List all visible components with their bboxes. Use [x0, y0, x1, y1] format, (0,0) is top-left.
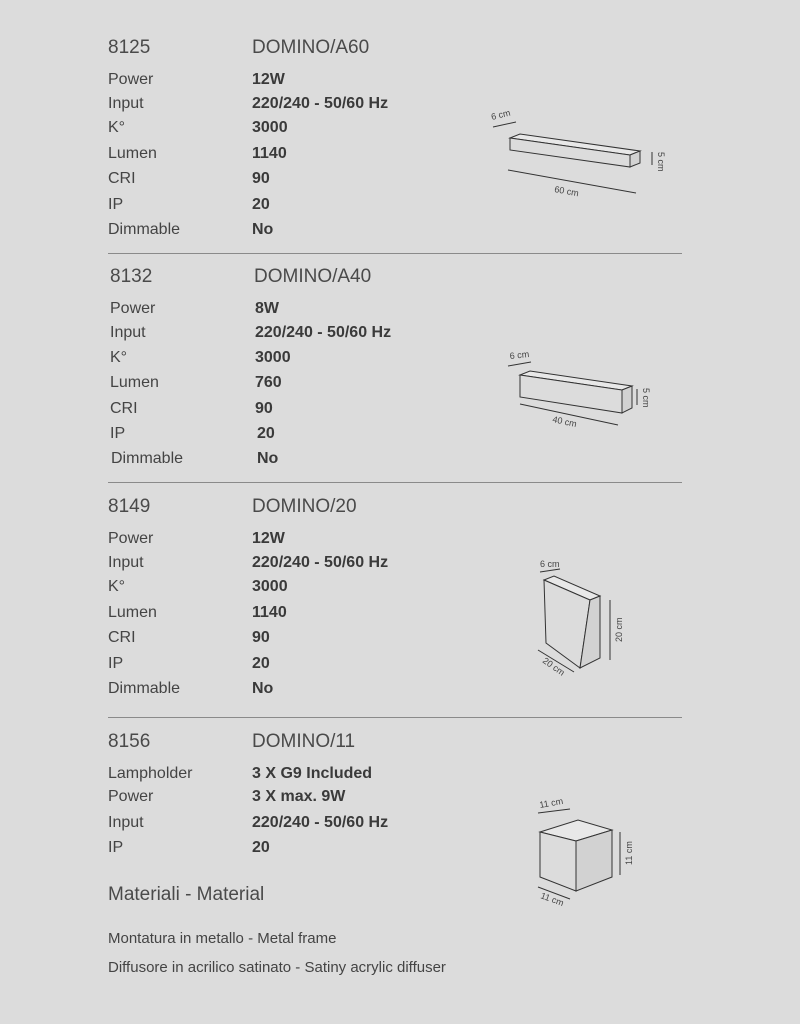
spec-value-power: 12W [252, 71, 285, 88]
spec-value-input: 220/240 - 50/60 Hz [255, 324, 392, 341]
spec-value-kelvin: 3000 [255, 349, 291, 366]
spec-label-input: Input [108, 95, 144, 112]
dim-width-label: 11 cm [539, 890, 566, 909]
spec-value-kelvin: 3000 [252, 578, 288, 595]
product-code: 8149 [108, 496, 151, 517]
dim-depth-label: 6 cm [540, 559, 560, 569]
spec-label-ip: IP [108, 839, 124, 856]
spec-label-lumen: Lumen [108, 604, 157, 621]
spec-label-dimmable: Dimmable [111, 450, 184, 467]
product-model: DOMINO/20 [252, 496, 357, 517]
spec-label-input: Input [108, 814, 144, 831]
spec-value-lumen: 1140 [252, 604, 287, 621]
dim-height-label: 5 cm [656, 152, 666, 172]
material-diffuser: Diffusore in acrilico satinato - Satiny acrylic diffuser [108, 959, 446, 976]
spec-label-ip: IP [110, 425, 126, 442]
dim-depth-label: 6 cm [509, 349, 530, 361]
spec-value-power: 3 X max. 9W [252, 788, 346, 805]
spec-value-input: 220/240 - 50/60 Hz [252, 814, 389, 831]
dim-length-label: 60 cm [553, 184, 580, 199]
spec-value-cri: 90 [252, 629, 270, 646]
spec-value-dimmable: No [252, 221, 274, 238]
dim-depth-label: 6 cm [490, 107, 512, 122]
spec-label-ip: IP [108, 655, 124, 672]
spec-label-input: Input [108, 554, 144, 571]
dim-height-label: 20 cm [614, 617, 624, 642]
spec-label-kelvin: K° [110, 349, 128, 366]
material-frame: Montatura in metallo - Metal frame [108, 930, 337, 947]
product-code: 8156 [108, 731, 151, 752]
dim-length-label: 40 cm [551, 414, 578, 430]
product-code: 8125 [108, 37, 151, 58]
section-divider [108, 717, 682, 718]
spec-value-lumen: 760 [255, 374, 282, 391]
spec-label-dimmable: Dimmable [108, 680, 181, 697]
spec-value-ip: 20 [252, 196, 270, 213]
dim-height-label: 11 cm [624, 841, 634, 865]
spec-value-power: 12W [252, 530, 285, 547]
spec-label-cri: CRI [108, 629, 136, 646]
spec-label-power: Power [108, 530, 154, 547]
spec-value-dimmable: No [257, 450, 279, 467]
spec-label-power: Power [108, 788, 154, 805]
spec-value-ip: 20 [252, 655, 270, 672]
product-model: DOMINO/A40 [254, 266, 372, 287]
spec-label-kelvin: K° [108, 578, 126, 595]
spec-label-lampholder: Lampholder [108, 765, 193, 782]
spec-value-cri: 90 [255, 400, 273, 417]
dim-depth-label: 11 cm [538, 795, 564, 810]
spec-value-ip: 20 [252, 839, 270, 856]
spec-value-dimmable: No [252, 680, 274, 697]
dimension-drawing-cube-11 [520, 795, 650, 915]
section-divider [108, 482, 682, 483]
spec-label-dimmable: Dimmable [108, 221, 181, 238]
spec-value-kelvin: 3000 [252, 119, 288, 136]
spec-value-ip: 20 [257, 425, 275, 442]
spec-value-cri: 90 [252, 170, 270, 187]
dimension-drawing-bar-60 [480, 100, 680, 210]
product-model: DOMINO/A60 [252, 37, 370, 58]
spec-label-input: Input [110, 324, 146, 341]
spec-value-power: 8W [255, 300, 279, 317]
dimension-drawing-panel-20 [520, 550, 640, 690]
product-code: 8132 [110, 266, 153, 287]
spec-label-power: Power [108, 71, 154, 88]
product-model: DOMINO/11 [252, 731, 356, 752]
materials-title: Materiali - Material [108, 884, 265, 905]
spec-label-kelvin: K° [108, 119, 126, 136]
dim-height-label: 5 cm [641, 388, 651, 408]
spec-value-lumen: 1140 [252, 145, 287, 162]
spec-label-lumen: Lumen [108, 145, 157, 162]
section-divider [108, 253, 682, 254]
spec-label-cri: CRI [108, 170, 136, 187]
spec-label-lumen: Lumen [110, 374, 159, 391]
spec-value-input: 220/240 - 50/60 Hz [252, 554, 389, 571]
spec-value-lampholder: 3 X G9 Included [252, 765, 373, 782]
spec-label-cri: CRI [110, 400, 138, 417]
dimension-drawing-bar-40 [500, 340, 680, 440]
spec-label-ip: IP [108, 196, 124, 213]
dim-width-label: 20 cm [540, 655, 567, 678]
spec-label-power: Power [110, 300, 156, 317]
spec-value-input: 220/240 - 50/60 Hz [252, 95, 389, 112]
